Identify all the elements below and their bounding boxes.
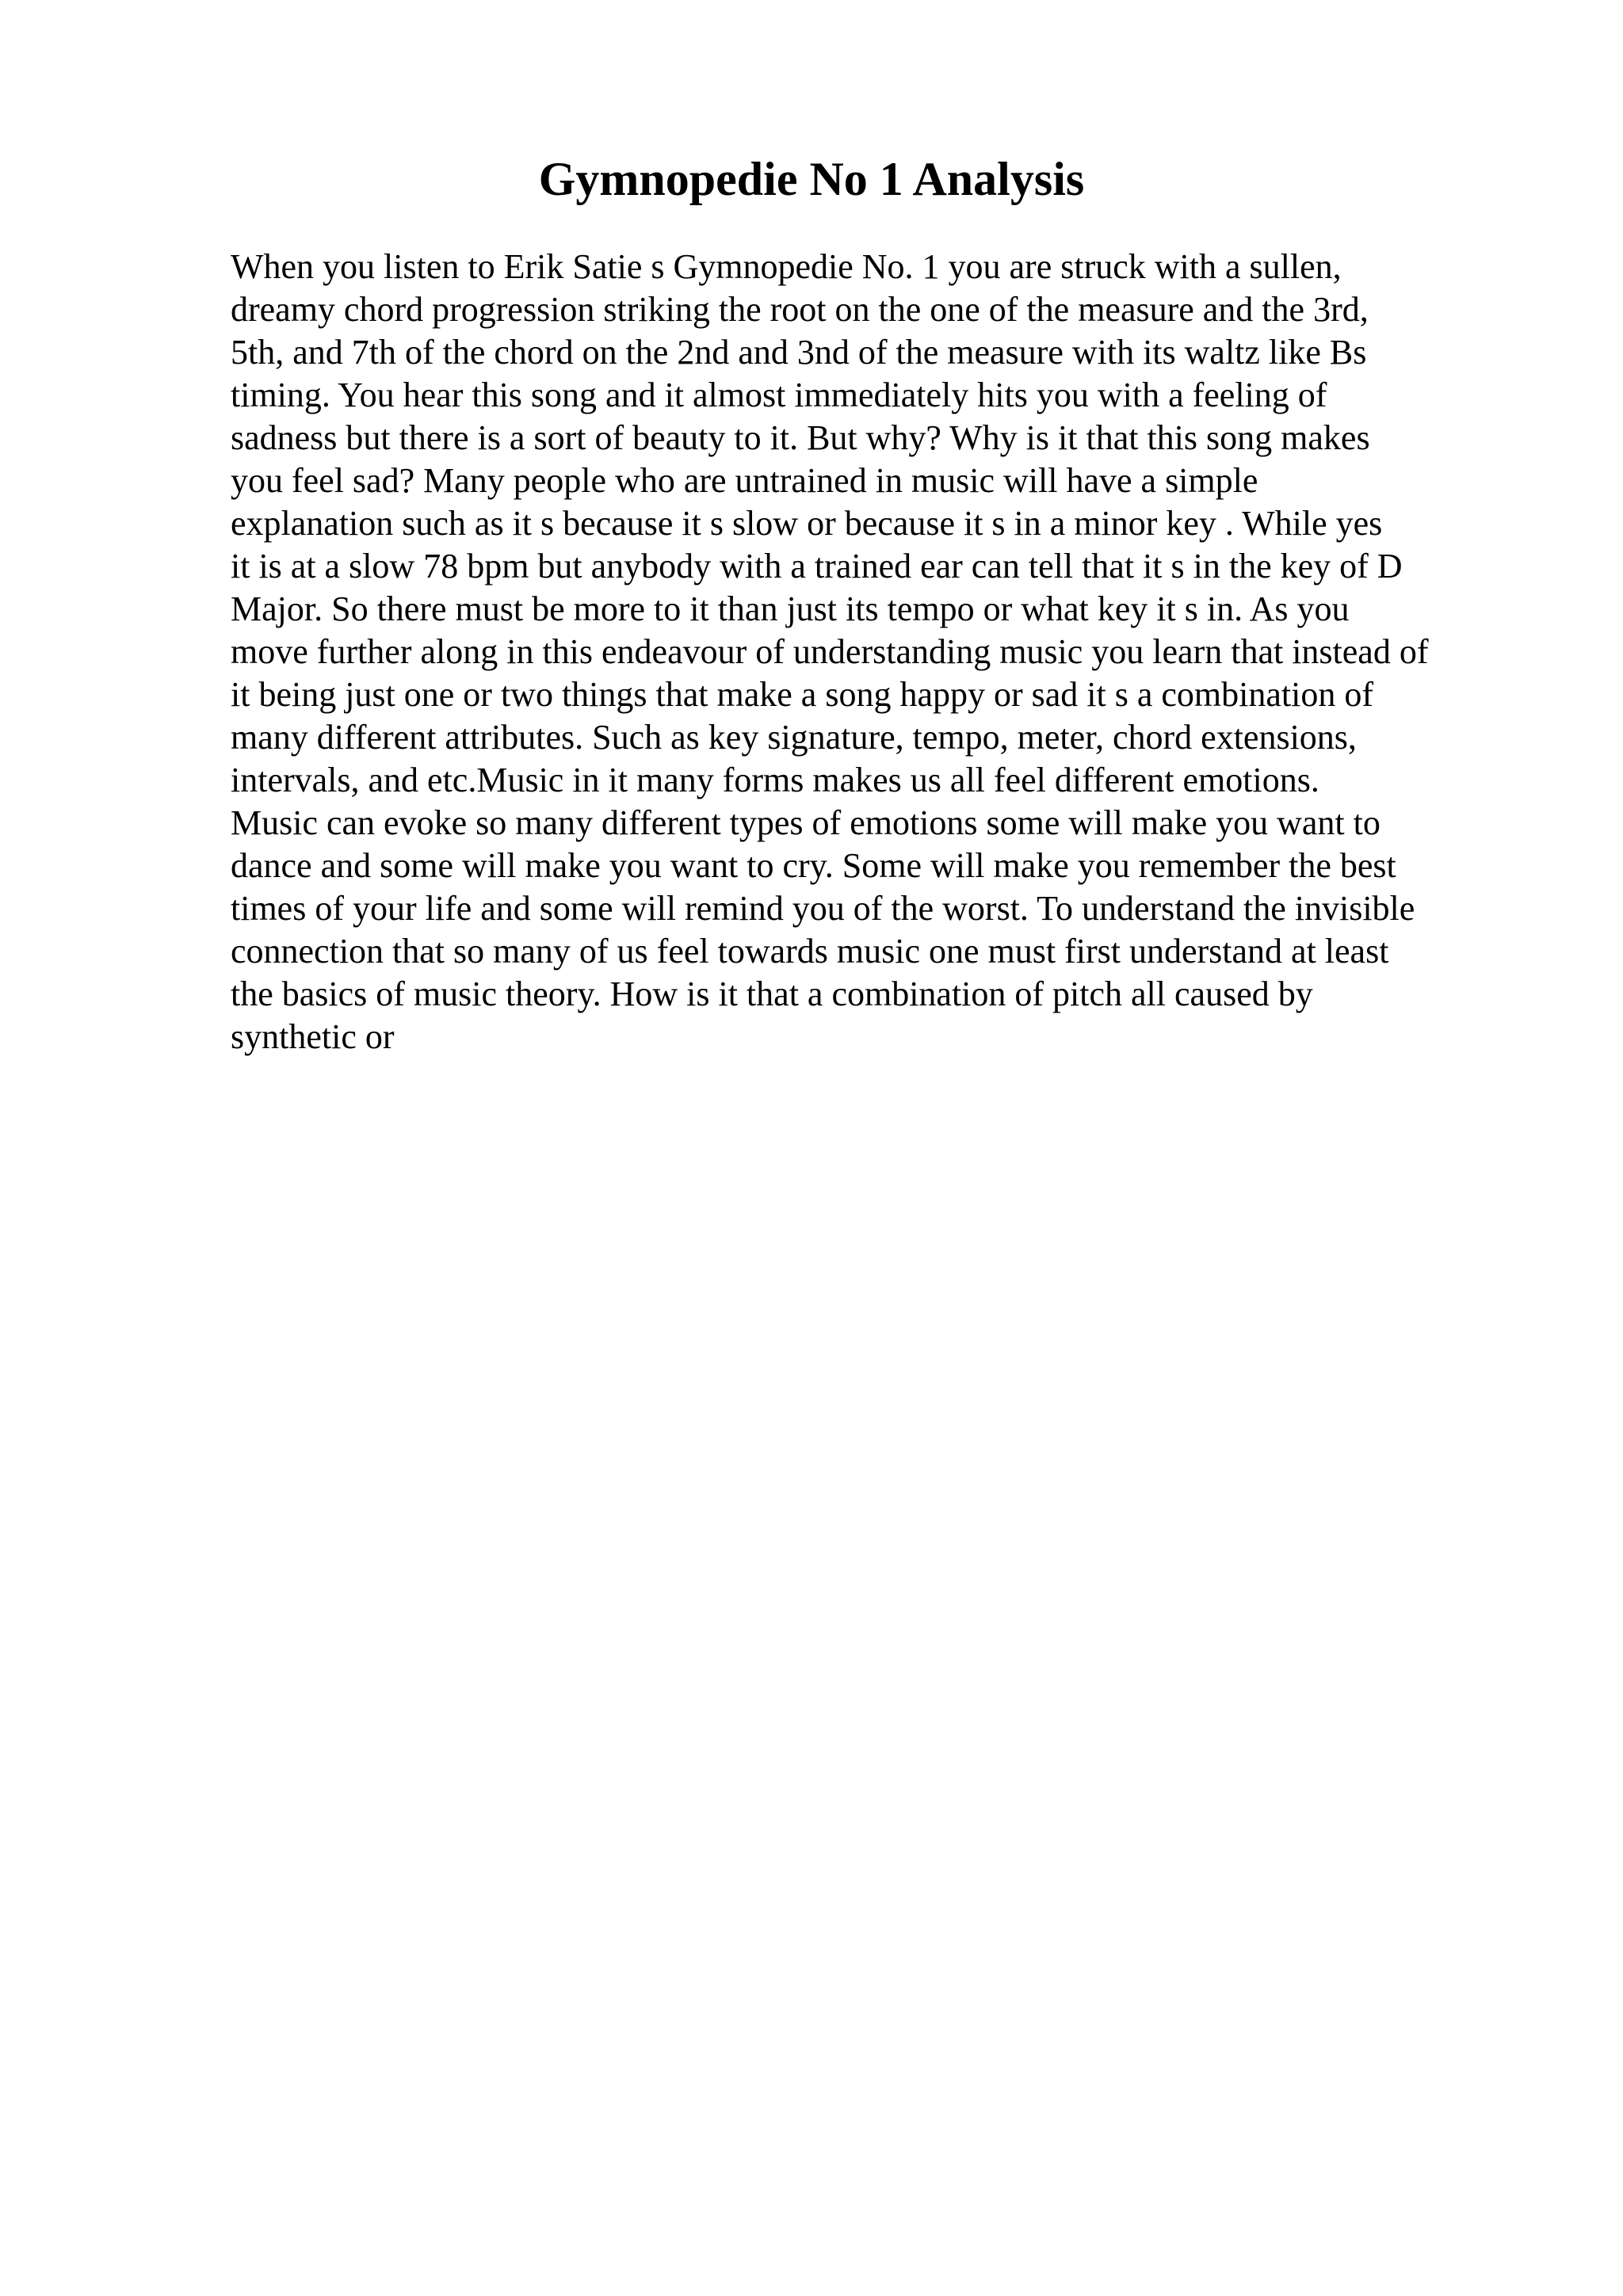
body-line: 5th, and 7th of the chord on the 2nd and 3nd of the measure with its waltz like Bs [231,333,1367,372]
body-line: sadness but there is a sort of beauty to it. But why? Why is it that this song makes [231,418,1370,457]
body-line: you feel sad? Many people who are untrained in music will have a simple [231,461,1258,500]
body-line: times of your life and some will remind you of the worst. To understand the invisible [231,889,1415,928]
body-line: dreamy chord progression striking the root on the one of the measure and the 3rd, [231,290,1369,329]
body-line: connection that so many of us feel towards music one must first understand at least [231,932,1389,971]
body-line: the basics of music theory. How is it that a combination of pitch all caused by [231,974,1313,1013]
body-line: explanation such as it s because it s slow or because it s in a minor key . While yes [231,504,1383,543]
body-line: When you listen to Erik Satie s Gymnopedie No. 1 you are struck with a sullen, [231,247,1342,286]
body-line: it is at a slow 78 bpm but anybody with a trained ear can tell that it s in the key of D [231,547,1403,585]
body-line: Music can evoke so many different types of emotions some will make you want to [231,803,1381,842]
body-line: dance and some will make you want to cry. Some will make you remember the best [231,846,1396,885]
body-line: intervals, and etc.Music in it many forms makes us all feel different emotions. [231,761,1319,799]
body-line: it being just one or two things that make a song happy or sad it s a combination of [231,675,1373,714]
body-line: many different attributes. Such as key signature, tempo, meter, chord extensions, [231,718,1357,757]
body-line: move further along in this endeavour of understanding music you learn that instead of [231,632,1429,671]
document-body [231,246,1594,1058]
body-line: timing. You hear this song and it almost immediately hits you with a feeling of [231,376,1327,414]
body-line: Major. So there must be more to it than just its tempo or what key it s in. As you [231,589,1350,628]
body-line: synthetic or [231,1017,395,1056]
document-title: Gymnopedie No 1 Analysis [538,153,1085,205]
